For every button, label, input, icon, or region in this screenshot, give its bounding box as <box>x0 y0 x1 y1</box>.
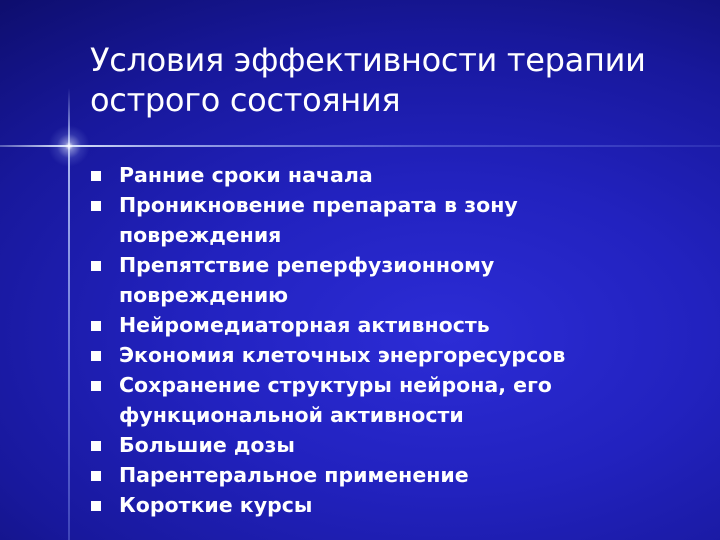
list-item <box>90 190 700 250</box>
list-item-text-continued: повреждению <box>119 283 289 307</box>
square-bullet-icon <box>91 501 101 511</box>
list-item-text: Проникновение препарата в зону <box>119 193 518 217</box>
slide-title-line-1: Условия эффективности терапии <box>90 41 646 79</box>
decorative-horizontal-line <box>0 145 720 147</box>
list-item-text: Парентеральное применение <box>119 463 469 487</box>
decorative-star-glow <box>44 122 94 170</box>
square-bullet-icon <box>91 261 101 271</box>
square-bullet-icon <box>91 201 101 211</box>
list-item <box>90 310 700 340</box>
list-item <box>90 490 700 520</box>
list-item <box>90 430 700 460</box>
list-item <box>90 160 700 190</box>
list-item-text: Препятствие реперфузионному <box>119 253 495 277</box>
list-item-text: Ранние сроки начала <box>119 163 373 187</box>
list-item <box>90 340 700 370</box>
square-bullet-icon <box>91 471 101 481</box>
list-item-text: Большие дозы <box>119 433 295 457</box>
list-item <box>90 370 700 430</box>
square-bullet-icon <box>91 351 101 361</box>
square-bullet-icon <box>91 321 101 331</box>
square-bullet-icon <box>91 171 101 181</box>
list-item-text: Нейромедиаторная активность <box>119 313 490 337</box>
list-item <box>90 250 700 310</box>
list-item <box>90 460 700 490</box>
bullet-list <box>90 160 700 520</box>
list-item-text: Сохранение структуры нейрона, его <box>119 373 552 397</box>
slide-title-line-2: острого состояния <box>90 81 401 119</box>
slide-title <box>90 40 700 120</box>
list-item-text-continued: функциональной активности <box>119 403 464 427</box>
square-bullet-icon <box>91 441 101 451</box>
list-item-text-continued: повреждения <box>119 223 282 247</box>
list-item-text: Экономия клеточных энергоресурсов <box>119 343 566 367</box>
list-item-text: Короткие курсы <box>119 493 313 517</box>
square-bullet-icon <box>91 381 101 391</box>
